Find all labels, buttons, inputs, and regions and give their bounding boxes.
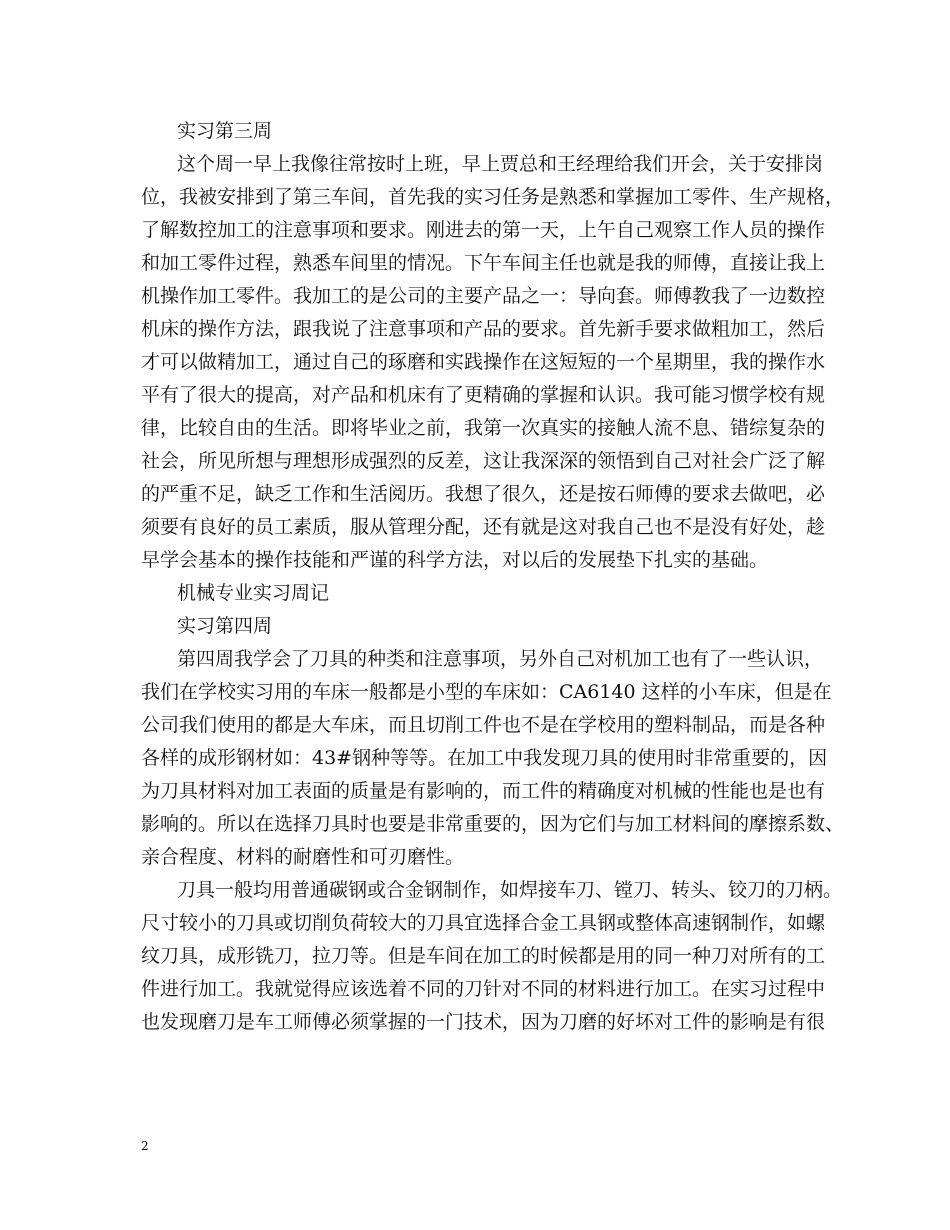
paragraph-line: 须要有良好的员工素质，服从管理分配，还有就是这对我自己也不是没有好处，趁: [141, 516, 826, 538]
paragraph-line: 早学会基本的操作技能和严谨的科学方法，对以后的发展垫下扎实的基础。: [141, 549, 769, 571]
heading-week-four: 实习第四周: [177, 615, 273, 637]
paragraph-line: 刀具一般均用普通碳钢或合金钢制作，如焊接车刀、镗刀、转头、铰刀的刀柄。: [177, 879, 843, 901]
paragraph-line: 才可以做精加工，通过自己的琢磨和实践操作在这短短的一个星期里，我的操作水: [141, 351, 826, 373]
paragraph-line: 这个周一早上我像往常按时上班，早上贾总和王经理给我们开会，关于安排岗: [177, 153, 824, 175]
paragraph-line: 纹刀具，成形铣刀，拉刀等。但是车间在加工的时候都是用的同一种刀对所有的工: [141, 945, 826, 967]
paragraph-line: 亲合程度、材料的耐磨性和可刃磨性。: [141, 846, 465, 868]
paragraph-line: 各样的成形钢材如：43#钢种等等。在加工中我发现刀具的使用时非常重要的，因: [141, 747, 828, 769]
paragraph-line: 尺寸较小的刀具或切削负荷较大的刀具宜选择合金工具钢或整体高速钢制作，如螺: [141, 912, 826, 934]
paragraph-line: 的严重不足，缺乏工作和生活阅历。我想了很久，还是按石师傅的要求去做吧，必: [141, 483, 826, 505]
paragraph-line: 位，我被安排到了第三车间，首先我的实习任务是熟悉和掌握加工零件、生产规格，: [141, 186, 845, 208]
paragraph-line: 和加工零件过程，熟悉车间里的情况。下午车间主任也就是我的师傅，直接让我上: [141, 252, 826, 274]
heading-week-three: 实习第三周: [177, 120, 273, 142]
section-title: 机械专业实习周记: [177, 582, 330, 604]
paragraph-line: 影响的。所以在选择刀具时也要是非常重要的，因为它们与加工材料间的摩擦系数、: [141, 813, 845, 835]
paragraph-line: 第四周我学会了刀具的种类和注意事项，另外自己对机加工也有了一些认识，: [177, 648, 824, 670]
paragraph-line: 公司我们使用的都是大车床，而且切削工件也不是在学校用的塑料制品，而是各种: [141, 714, 826, 736]
page-number: 2: [141, 1139, 149, 1153]
paragraph-line: 平有了很大的提高，对产品和机床有了更精确的掌握和认识。我可能习惯学校有规: [141, 384, 826, 406]
paragraph-line: 为刀具材料对加工表面的质量是有影响的，而工件的精确度对机械的性能也是也有: [141, 780, 826, 802]
paragraph-line: 机操作加工零件。我加工的是公司的主要产品之一：导向套。师傅教我了一边数控: [141, 285, 826, 307]
paragraph-line: 律，比较自由的生活。即将毕业之前，我第一次真实的接触人流不息、错综复杂的: [141, 417, 826, 439]
paragraph-line: 我们在学校实习用的车床一般都是小型的车床如：CA6140 这样的小车床，但是在: [141, 681, 832, 703]
paragraph-line: 机床的操作方法，跟我说了注意事项和产品的要求。首先新手要求做粗加工，然后: [141, 318, 826, 340]
paragraph-line: 社会，所见所想与理想形成强烈的反差，这让我深深的领悟到自己对社会广泛了解: [141, 450, 826, 472]
paragraph-line: 件进行加工。我就觉得应该选着不同的刀针对不同的材料进行加工。在实习过程中: [141, 978, 826, 1000]
paragraph-line: 也发现磨刀是车工师傅必须掌握的一门技术，因为刀磨的好坏对工件的影响是有很: [141, 1011, 826, 1033]
paragraph-line: 了解数控加工的注意事项和要求。刚进去的第一天，上午自己观察工作人员的操作: [141, 219, 826, 241]
